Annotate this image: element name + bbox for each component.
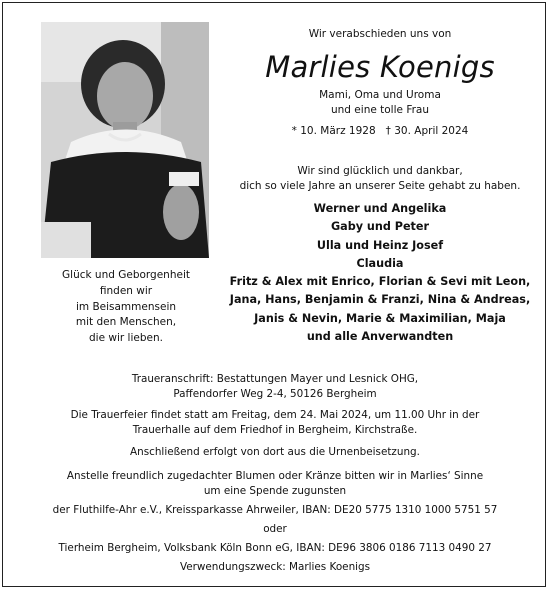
portrait-photo xyxy=(41,22,209,258)
donation-line: um eine Spende zugunsten xyxy=(203,484,347,497)
family-line: und alle Anverwandten xyxy=(306,330,454,344)
poem xyxy=(46,268,206,347)
poem-line: mit den Menschen, xyxy=(75,316,177,329)
service-details xyxy=(40,408,510,437)
family-line: Claudia xyxy=(356,256,404,270)
donation-request xyxy=(40,469,510,498)
family-line: Janis & Nevin, Marie & Maximilian, Maja xyxy=(254,311,506,325)
poem-line: Glück und Geborgenheit xyxy=(62,269,190,281)
address-line: Paffendorfer Weg 2-4, 50126 Bergheim xyxy=(173,387,377,400)
family-list xyxy=(210,200,550,346)
roles xyxy=(230,88,530,117)
family-line: Werner und Angelika xyxy=(313,202,447,215)
payment-purpose: Verwendungszweck: Marlies Koenigs xyxy=(179,561,371,573)
intro-text: Wir verabschieden uns von xyxy=(308,28,452,40)
family-line: Fritz & Alex mit Enrico, Florian & Sevi mit Leon, xyxy=(229,275,531,289)
poem-line: die wir lieben. xyxy=(89,332,163,345)
bank-details-2: Tierheim Bergheim, Volksbank Köln Bonn eG, IBAN: DE96 3806 0186 7113 0490 27 xyxy=(58,542,492,554)
poem-line: im Beisammensein xyxy=(75,300,177,313)
family-line: Ulla und Heinz Josef xyxy=(316,238,444,252)
donation-line: Anstelle freundlich zugedachter Blumen oder Kränze bitten wir in Marlies‘ Sinne xyxy=(66,470,484,482)
bank-details-1: der Fluthilfe-Ahr e.V., Kreissparkasse Ahrweiler, IBAN: DE20 5775 1310 1000 5751 57 xyxy=(52,504,498,516)
or-separator: oder xyxy=(263,523,287,535)
burial-note: Anschließend erfolgt von dort aus die Urnenbeisetzung. xyxy=(130,446,420,458)
deceased-name: Marlies Koenigs xyxy=(265,50,495,84)
family-line: Jana, Hans, Benjamin & Franzi, Nina & Andreas, xyxy=(229,293,531,307)
thanks xyxy=(230,164,530,193)
thanks-line: Wir sind glücklich und dankbar, xyxy=(297,165,463,177)
poem-line: finden wir xyxy=(99,284,153,297)
thanks-line: dich so viele Jahre an unserer Seite gehabt zu haben. xyxy=(239,179,521,192)
service-line: Trauerhalle auf dem Friedhof in Bergheim, Kirchstraße. xyxy=(132,423,418,436)
address-line: Traueranschrift: Bestattungen Mayer und Lesnick OHG, xyxy=(131,373,419,385)
life-dates: * 10. März 1928 † 30. April 2024 xyxy=(291,125,469,137)
roles-line: Mami, Oma und Uroma xyxy=(319,89,441,101)
funeral-address xyxy=(40,372,510,401)
service-line: Die Trauerfeier findet statt am Freitag, dem 24. Mai 2024, um 11.00 Uhr in der xyxy=(70,409,480,421)
roles-line: und eine tolle Frau xyxy=(331,103,429,116)
family-line: Gaby und Peter xyxy=(331,220,429,234)
